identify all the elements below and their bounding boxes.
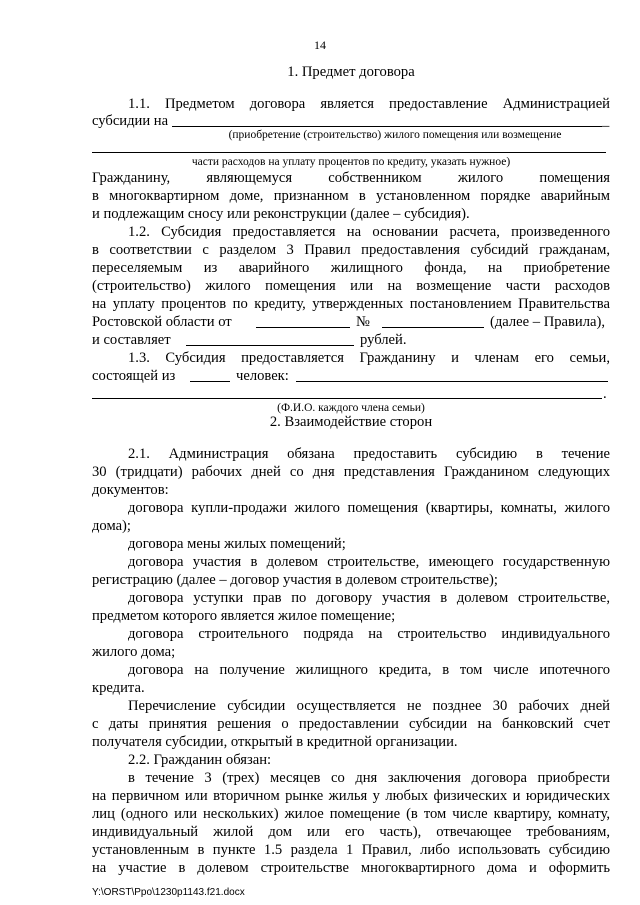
paragraph-1-1-line: в многоквартирном доме, признанном в установленном порядке аварийным (92, 188, 610, 204)
field-hint: (приобретение (строительство) жилого помещения или возмещение (228, 129, 562, 141)
paragraph-2-2-line: индивидуальный жилой дом или его часть), отвечающее требованиям, (92, 824, 610, 840)
file-path-footer: Y:\ORST\Ppo\1230p1143.f21.docx (92, 887, 245, 898)
text-fragment: . (603, 386, 607, 402)
paragraph-1-2-line: на уплату процентов по кредиту, утвержденных постановлением Правительства (92, 296, 610, 312)
section-2-title: 2. Взаимодействие сторон (269, 414, 433, 430)
paragraph-2-2-line: установленным в пункте 1.5 раздела 1 Правил, либо использовать субсидию (92, 842, 610, 858)
document-item-line: договора уступки прав по договору участия в долевом строительстве, (128, 590, 610, 606)
field-hint: (Ф.И.О. каждого члена семьи) (277, 402, 425, 414)
paragraph-1-2-line: в соответствии с разделом 3 Правил предоставления субсидий гражданам, (92, 242, 610, 258)
paragraph-1-1-line: 1.1. Предметом договора является предоставление Администрацией (128, 96, 610, 112)
document-item-line: договора купли-продажи жилого помещения (квартиры, комнаты, жилого (128, 500, 610, 516)
transfer-paragraph-line: получателя субсидии, открытый в кредитной организации. (92, 734, 458, 750)
text-fragment: состоящей из (92, 368, 176, 384)
text-fragment: № (356, 314, 370, 330)
document-item-line: регистрацию (далее – договор участия в долевом строительстве); (92, 572, 498, 588)
text-fragment: _ (602, 113, 610, 129)
text-fragment: субсидии на (92, 113, 169, 129)
paragraph-1-1-line: Гражданину, являющемуся собственником жилого помещения (92, 170, 610, 186)
count-blank (190, 381, 230, 382)
number-blank (382, 327, 484, 328)
blank-line (296, 381, 608, 382)
paragraph-2-1-line: документов: (92, 482, 169, 498)
paragraph-2-2-line: на первичном или вторичном рынке жилья у любых физических и юридических (92, 788, 610, 804)
transfer-paragraph-line: Перечисление субсидии осуществляется не позднее 30 рабочих дней (128, 698, 610, 714)
document-item-line: договора строительного подряда на строительство индивидуального (128, 626, 610, 642)
page-number: 14 (314, 38, 326, 52)
paragraph-2-2-heading: 2.2. Гражданин обязан: (128, 752, 272, 768)
text-fragment: Ростовской области от (92, 314, 232, 330)
paragraph-1-2-line: переселяемым из аварийного жилищного фонда, на приобретение (92, 260, 610, 276)
document-item-line: договора мены жилых помещений; (128, 536, 346, 552)
text-fragment: (далее – Правила), (490, 314, 606, 330)
document-item-line: договора на получение жилищного кредита, в том числе ипотечного (128, 662, 610, 678)
paragraph-2-2-line: лиц (одного или нескольких) жилое помещение (в том числе квартиру, комнату, (92, 806, 610, 822)
document-item-line: кредита. (92, 680, 145, 696)
text-fragment: человек: (236, 368, 289, 384)
date-blank (256, 327, 350, 328)
paragraph-1-2-line: (строительство) жилого помещения или на возмещение части расходов (92, 278, 610, 294)
document-item-line: договора участия в долевом строительстве, имеющего государственную (128, 554, 610, 570)
paragraph-2-1-line: 30 (тридцати) рабочих дней со дня представления Гражданином следующих (92, 464, 610, 480)
paragraph-1-1-line: и подлежащим сносу или реконструкции (далее – субсидия). (92, 206, 470, 222)
document-item-line: дома); (92, 518, 131, 534)
paragraph-2-1-line: 2.1. Администрация обязана предоставить субсидию в течение (128, 446, 610, 462)
blank-line (172, 126, 602, 127)
blank-line (92, 152, 606, 153)
blank-line (92, 398, 602, 399)
document-item-line: жилого дома; (92, 644, 176, 660)
text-fragment: и составляет (92, 332, 171, 348)
transfer-paragraph-line: с даты принятия решения о предоставлении субсидии на банковский счет (92, 716, 610, 732)
text-fragment: рублей. (360, 332, 407, 348)
paragraph-1-2-line: 1.2. Субсидия предоставляется на основании расчета, произведенного (128, 224, 610, 240)
amount-blank (186, 345, 354, 346)
paragraph-2-2-line: в течение 3 (трех) месяцев со дня заключения договора приобрести (128, 770, 610, 786)
paragraph-2-2-line: на участие в долевом строительстве многоквартирного дома и оформить (92, 860, 610, 876)
field-hint: части расходов на уплату процентов по кредиту, указать нужное) (191, 156, 511, 168)
paragraph-1-3-line: 1.3. Субсидия предоставляется Гражданину и членам его семьи, (128, 350, 610, 366)
section-1-title: 1. Предмет договора (287, 64, 415, 80)
document-item-line: предметом которого является жилое помещение; (92, 608, 396, 624)
